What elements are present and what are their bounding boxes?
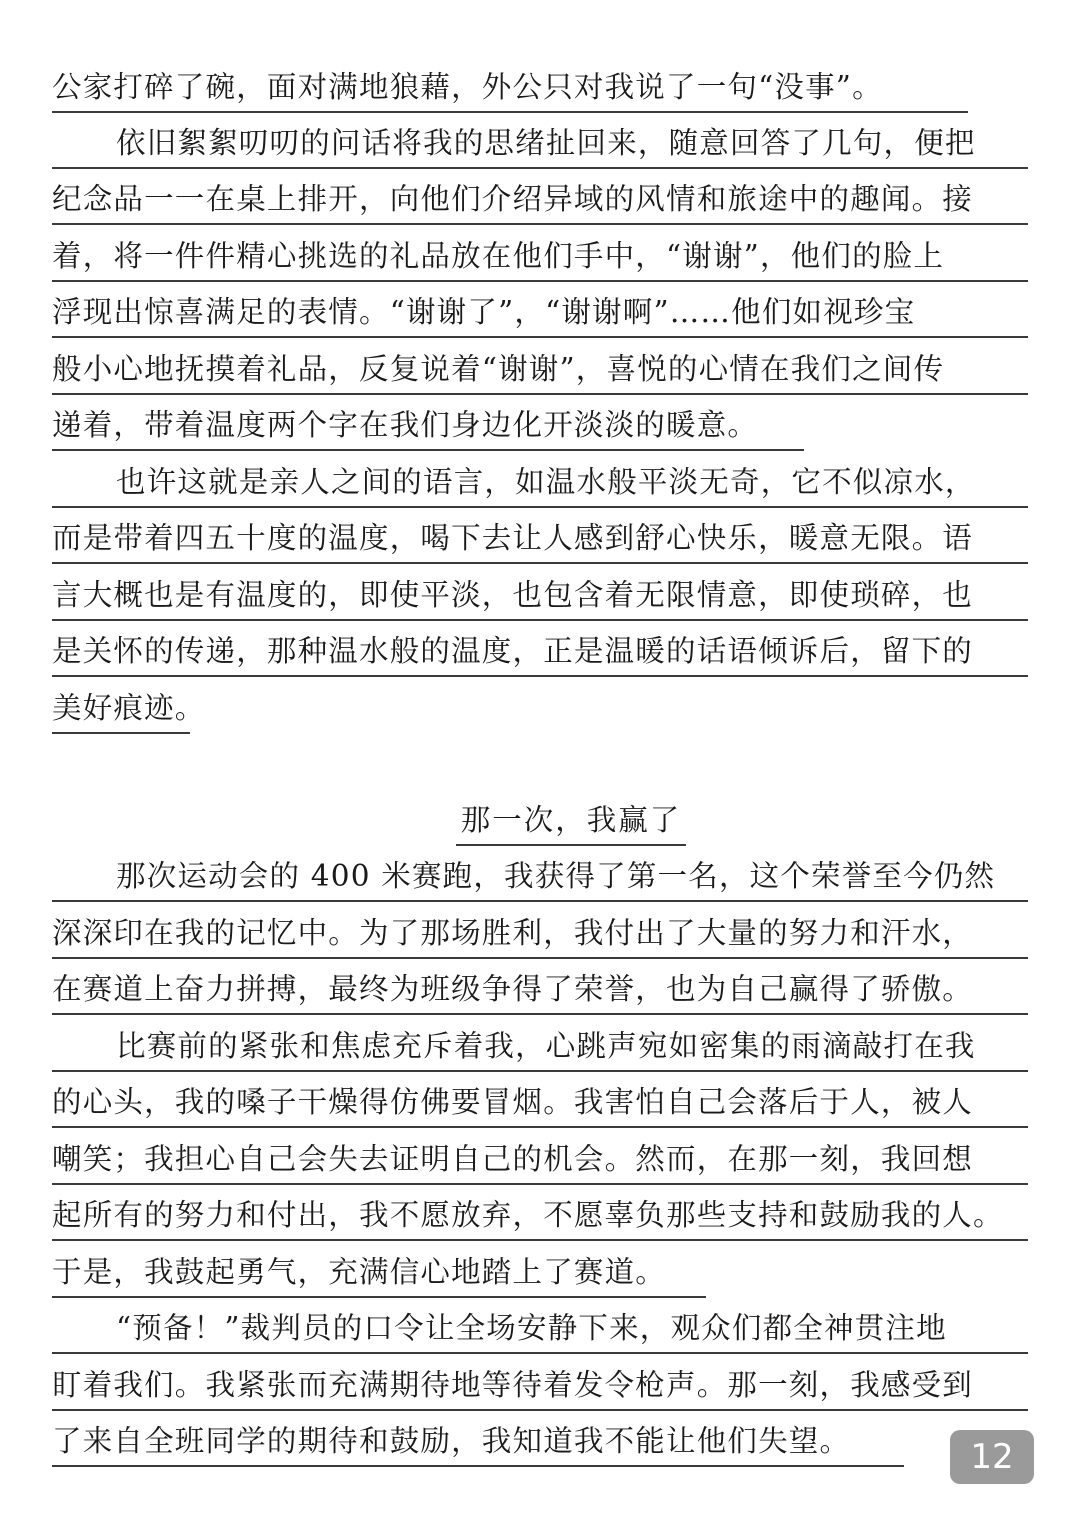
text-line: 起所有的努力和付出，我不愿放弃，不愿辜负那些支持和鼓励我的人。 [52,1183,1028,1241]
text-line: 盯着我们。我紧张而充满期待地等待着发令枪声。那一刻，我感受到 [52,1353,1028,1411]
text-line: 嘲笑；我担心自己会失去证明自己的机会。然而，在那一刻，我回想 [52,1127,1028,1185]
text-line: 般小心地抚摸着礼品，反复说着“谢谢”，喜悦的心情在我们之间传 [52,337,1028,395]
text-line: “预备！”裁判员的口令让全场安静下来，观众们都全神贯注地 [52,1296,1028,1354]
text-line: 于是，我鼓起勇气，充满信心地踏上了赛道。 [52,1240,706,1298]
text-line: 是关怀的传递，那种温水般的温度，正是温暖的话语倾诉后，留下的 [52,619,1028,677]
text-line: 而是带着四五十度的温度，喝下去让人感到舒心快乐，暖意无限。语 [52,506,1028,564]
text-line: 在赛道上奋力拼搏，最终为班级争得了荣誉，也为自己赢得了骄傲。 [52,957,1028,1015]
essay-title: 那一次，我赢了 [456,788,686,846]
text-line: 纪念品一一在桌上排开，向他们介绍异域的风情和旅途中的趣闻。接 [52,167,1028,225]
text-line: 那次运动会的 400 米赛跑，我获得了第一名，这个荣誉至今仍然 [52,844,1028,902]
text-line: 了来自全班同学的期待和鼓励，我知道我不能让他们失望。 [52,1409,904,1467]
text-line: 深深印在我的记忆中。为了那场胜利，我付出了大量的努力和汗水， [52,901,1028,959]
text-line: 也许这就是亲人之间的语言，如温水般平淡无奇，它不似凉水， [52,450,1028,508]
text-line: 着，将一件件精心挑选的礼品放在他们手中，“谢谢”，他们的脸上 [52,224,1028,282]
text-line: 公家打碎了碗，面对满地狼藉，外公只对我说了一句“没事”。 [52,55,968,113]
text-line: 的心头，我的嗓子干燥得仿佛要冒烟。我害怕自己会落后于人，被人 [52,1070,1028,1128]
text-line: 递着，带着温度两个字在我们身边化开淡淡的暖意。 [52,393,804,451]
text-line: 依旧絮絮叨叨的问话将我的思绪扯回来，随意回答了几句，便把 [52,111,1028,169]
page-number-badge: 12 [950,1430,1034,1484]
text-line: 浮现出惊喜满足的表情。“谢谢了”，“谢谢啊”……他们如视珍宝 [52,280,1028,338]
text-line: 言大概也是有温度的，即使平淡，也包含着无限情意，即使琐碎，也 [52,563,1028,621]
text-line: 美好痕迹。 [52,676,190,734]
text-line: 比赛前的紧张和焦虑充斥着我，心跳声宛如密集的雨滴敲打在我 [52,1014,1028,1072]
